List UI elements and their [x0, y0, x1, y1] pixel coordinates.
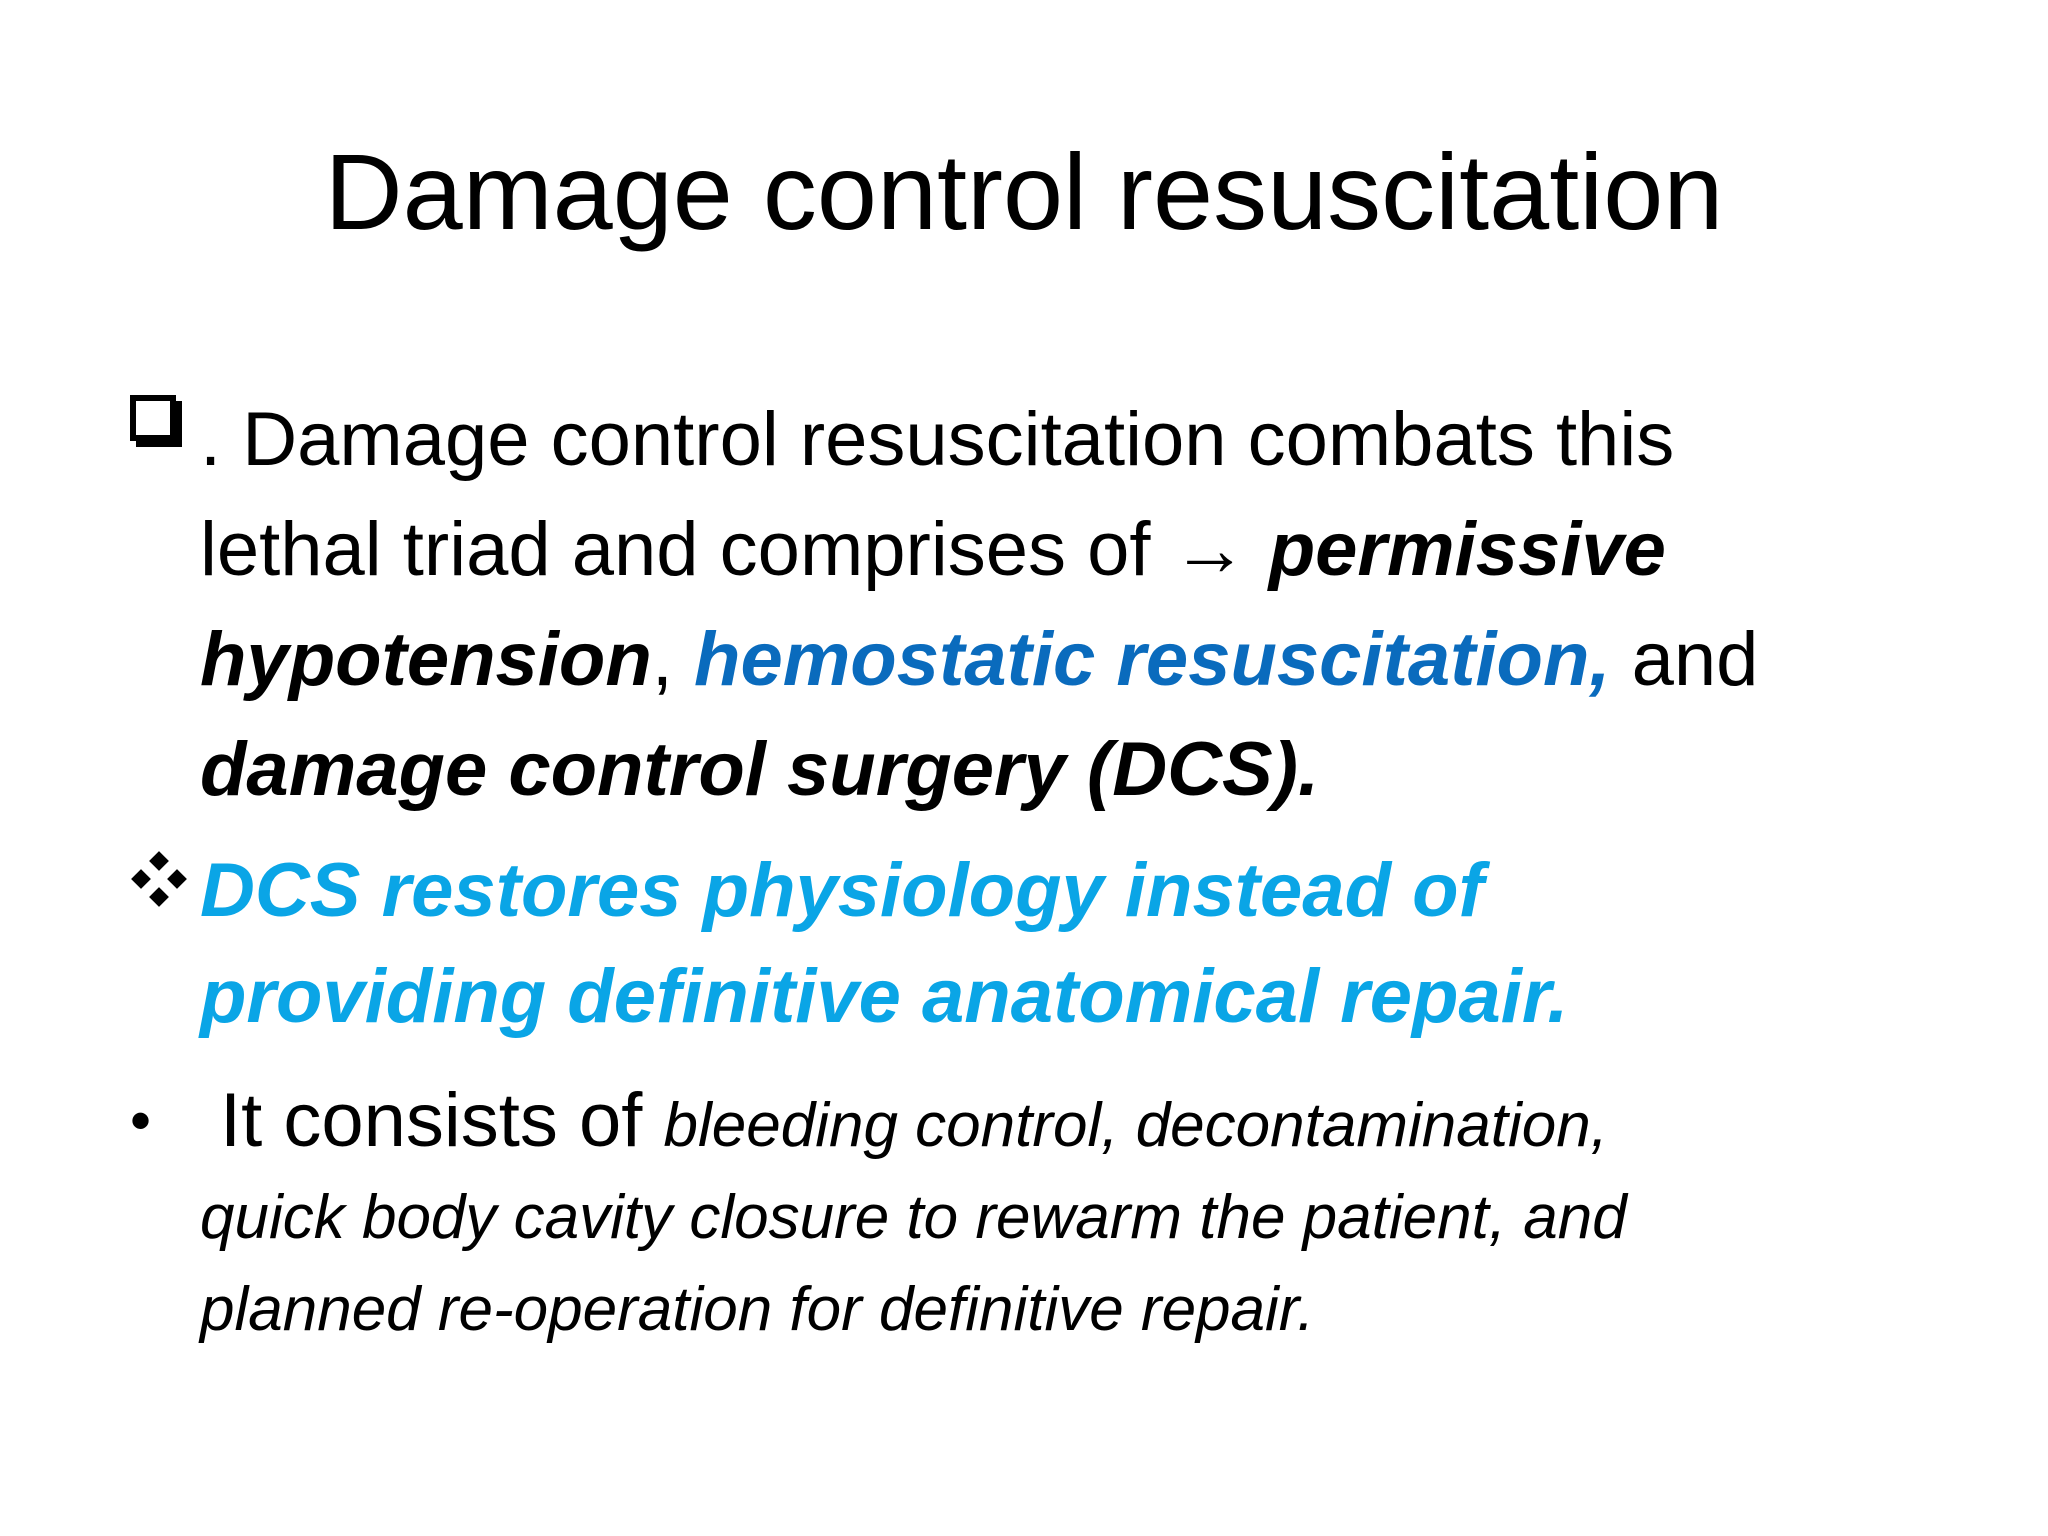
- bullet-dcs-components: [130, 1075, 1850, 1356]
- bullet1-lead: . Damage control resuscitation combats this lethal triad and comprises of: [200, 397, 1675, 592]
- checkbox-icon: [130, 395, 176, 441]
- separator-1: ,: [651, 617, 695, 702]
- term-permissive-hypotension: permissive hypotension: [200, 507, 1666, 702]
- bullet-dcs-statement: [130, 838, 1850, 1050]
- components-rest: quick body cavity closure to rewarm the patient, and planned re-operation for definitive repair.: [200, 1183, 1627, 1344]
- term-hemostatic-resuscitation: hemostatic resuscitation,: [694, 617, 1611, 702]
- bullet-dot-icon: •: [130, 1087, 152, 1154]
- term-damage-control-surgery: damage control surgery (DCS).: [200, 727, 1320, 812]
- bullet-lethal-triad: [130, 385, 1850, 825]
- dcs-statement-text: DCS restores physiology instead of providing definitive anatomical repair.: [200, 848, 1569, 1039]
- four-diamonds-icon: [130, 852, 190, 912]
- slide-title: Damage control resuscitation: [324, 131, 1724, 252]
- components-line1: bleeding control, decontamination,: [663, 1091, 1608, 1160]
- separator-2: and: [1610, 617, 1759, 702]
- components-lead: It consists of: [220, 1078, 664, 1163]
- arrow-icon: →: [1171, 507, 1248, 592]
